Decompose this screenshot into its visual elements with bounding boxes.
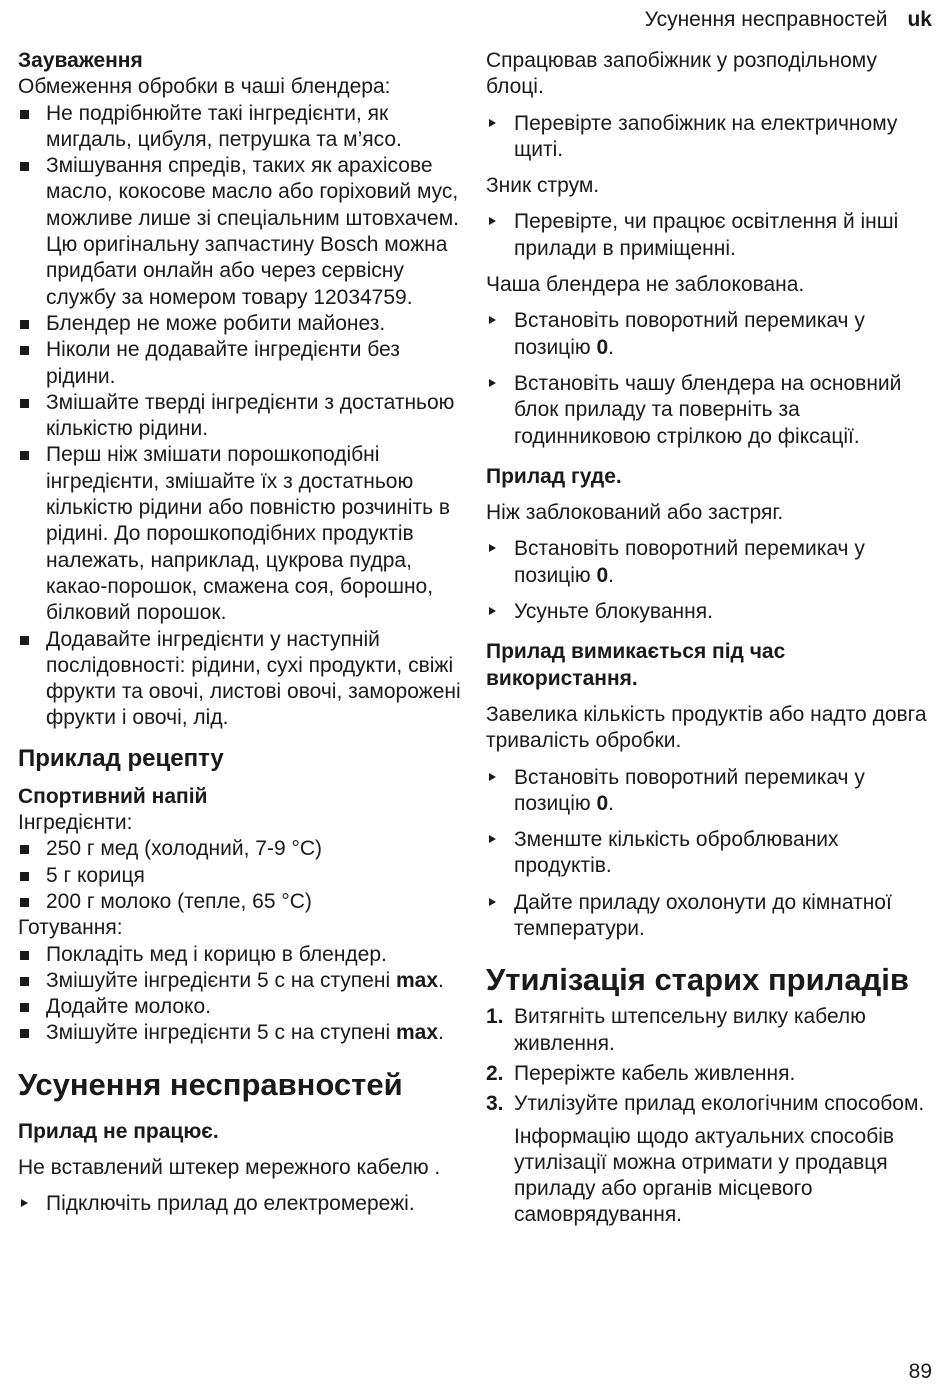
action-item: Встановіть чашу блендера на основний блок приладу та поверніть за годинниковою стрілкою до фіксації. — [486, 371, 934, 450]
fault-cause: Ніж заблокований або застряг. — [486, 501, 784, 525]
fault-title: Прилад не працює. — [18, 1119, 219, 1143]
action-item: Усуньте блокування. — [486, 599, 934, 625]
action-text: Встановіть поворотний перемикач у позицію — [514, 309, 865, 359]
action-item: Підключіть прилад до електромережі. — [18, 1191, 466, 1217]
setting-max: max — [395, 968, 438, 992]
fault-cause: Спрацював запобіжник у розподільному блоці. — [486, 49, 877, 99]
prep-label: Готування: — [18, 916, 123, 940]
list-item: 5 г кориця — [18, 863, 466, 889]
list-item: Змішування спредів, таких як арахісове масло, кокосове масло або горіховий мус, можливе лише зі спеціальним штовхачем. Цю оригінальну запчастину Bosch можна придбати онлайн або через сервісну службу за номером товару 12034759. — [18, 153, 466, 311]
recipe-name: Спортивний напій — [18, 784, 208, 808]
step-text: Переріжте кабель живлення. — [514, 1061, 796, 1085]
period: . — [438, 1021, 444, 1045]
list-item: Змішайте тверді інгредієнти з достатньою кількістю рідини. — [18, 390, 466, 443]
list-item — [18, 1020, 466, 1046]
action-list — [486, 765, 934, 943]
action-item: Зменште кількість оброблюваних продуктів. — [486, 827, 934, 880]
running-header — [645, 8, 932, 32]
position-zero: 0 — [596, 335, 609, 359]
fault-cause: Чаша блендера не заблокована. — [486, 273, 805, 297]
action-text: Встановіть поворотний перемикач у позицію — [514, 537, 865, 587]
troubleshooting-heading: Усунення несправностей — [18, 1066, 403, 1102]
list-item: Ніколи не додавайте інгредієнти без рідини. — [18, 337, 466, 390]
fault-cause: Не вставлений штекер мережного кабелю . — [18, 1155, 441, 1179]
list-item: Перш ніж змішати порошкоподібні інгредієнти, змішайте їх з достатньою кількістю рідини або повністю розчиніть в рідині. До порошкоподібних продуктів належать, наприклад, цукрова пудра, какао-порошок, смажена соя, борошно, білковий порошок. — [18, 442, 466, 626]
list-item: Не подрібнюйте такі інгредієнти, як мигдаль, цибуля, петрушка та м’ясо. — [18, 101, 466, 154]
action-item — [486, 765, 934, 818]
left-column — [18, 48, 466, 1218]
language-code: uk — [907, 8, 932, 31]
list-item: Блендер не може робити майонез. — [18, 311, 466, 337]
list-item: 200 г молоко (тепле, 65 °C) — [18, 889, 466, 915]
fault-title: Прилад вимикається під час використання. — [486, 640, 786, 690]
list-item — [18, 968, 466, 994]
note-title: Зауваження — [18, 49, 143, 72]
action-list — [486, 111, 934, 164]
list-item — [486, 1004, 934, 1057]
list-item — [486, 1091, 934, 1117]
step-number: 2. — [486, 1061, 504, 1085]
action-list — [486, 209, 934, 262]
step-text: Утилізуйте прилад екологічним способом. — [514, 1092, 925, 1116]
list-item: Покладіть мед і корицю в блендер. — [18, 942, 466, 968]
period: . — [608, 335, 614, 359]
step-text: Витягніть штепсельну вилку кабелю живлення. — [514, 1005, 866, 1055]
list-item: Додавайте інгредієнти у наступній послідовності: рідини, сухі продукти, свіжі фрукти та овочі, листові овочі, заморожені фрукти і овочі, лід. — [18, 627, 466, 732]
disposal-steps — [486, 1004, 934, 1117]
fault-cause: Зник струм. — [486, 174, 600, 198]
action-item — [486, 308, 934, 361]
period: . — [438, 968, 444, 992]
action-item — [486, 536, 934, 589]
action-list — [486, 308, 934, 449]
prep-step-text: Змішуйте інгредієнти 5 с на ступені — [46, 968, 396, 992]
fault-cause: Завелика кількість продуктів або надто довга тривалість обробки. — [486, 702, 927, 753]
right-column — [486, 48, 934, 1229]
action-list — [18, 1191, 466, 1217]
note-list — [18, 101, 466, 732]
list-item — [486, 1061, 934, 1087]
action-list — [486, 536, 934, 625]
ingredients-label: Інгредієнти: — [18, 811, 133, 835]
action-item: Перевірте, чи працює освітлення й інші прилади в приміщенні. — [486, 209, 934, 262]
list-item: 250 г мед (холодний, 7-9 °C) — [18, 836, 466, 862]
position-zero: 0 — [596, 791, 609, 815]
action-item: Дайте приладу охолонути до кімнатної температури. — [486, 890, 934, 943]
period: . — [608, 563, 614, 587]
disposal-heading: Утилізація старих приладів — [486, 962, 909, 998]
step-number: 1. — [486, 1005, 504, 1029]
period: . — [608, 791, 614, 815]
page-number: 89 — [908, 1360, 932, 1383]
header-section-title: Усунення несправностей — [644, 8, 888, 31]
note-intro: Обмеження обробки в чаші блендера: — [18, 75, 391, 99]
recipe-heading: Приклад рецепту — [18, 744, 224, 772]
ingredients-list — [18, 836, 466, 915]
position-zero: 0 — [596, 563, 609, 587]
step-number: 3. — [486, 1092, 504, 1116]
list-item: Додайте молоко. — [18, 994, 466, 1020]
setting-max: max — [395, 1021, 438, 1045]
disposal-note: Інформацію щодо актуальних способів утилізації можна отримати у продавця приладу або органів місцевого самоврядування. — [514, 1124, 895, 1227]
action-text: Встановіть поворотний перемикач у позицію — [514, 765, 865, 815]
fault-title: Прилад гуде. — [486, 464, 622, 488]
action-item: Перевірте запобіжник на електричному щиті. — [486, 111, 934, 164]
prep-step-text: Змішуйте інгредієнти 5 с на ступені — [46, 1021, 396, 1045]
prep-list — [18, 942, 466, 1047]
